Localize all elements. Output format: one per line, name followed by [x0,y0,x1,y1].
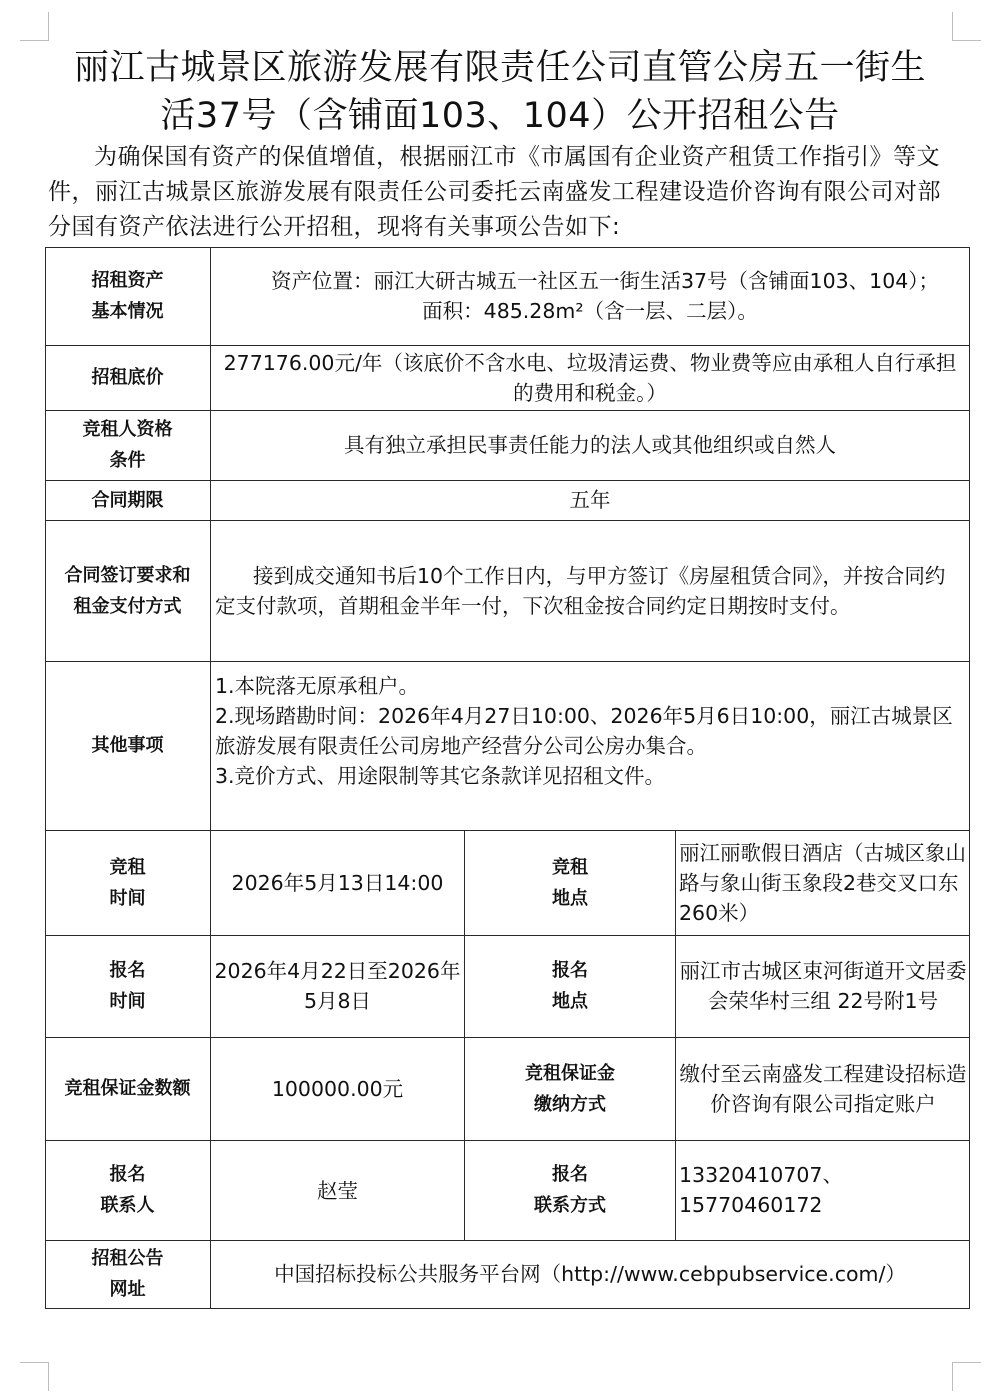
contact-method-value-text: 13320410707、15770460172 [679,1163,843,1217]
signing-label-line-1: 合同签订要求和 [64,564,191,586]
website-link[interactable]: 中国招标投标公共服务平台网（http://www.cebpubservice.com/） [274,1262,906,1286]
qualification-value: 具有独立承担民事责任能力的法人或其他组织或自然人 [344,433,836,457]
website-label [45,1240,210,1308]
website-label-line-1: 招租公告 [91,1248,164,1269]
registration-time-label-line-2: 时间 [109,991,146,1012]
registration-place-label-line-1: 报名 [552,960,588,981]
contact-method-value [676,1140,969,1240]
contact-method-label [465,1140,675,1240]
contact-person-label-line-1: 报名 [109,1164,146,1185]
contract-term-value: 五年 [569,488,611,512]
page-title [40,44,960,140]
title-line-2: 活37号（含铺面103、104）公开招租公告 [160,96,840,136]
bid-time-label-line-1: 竞租 [109,856,146,878]
contact-method-label-line-1: 报名 [552,1164,588,1185]
other-matters-value [211,661,969,830]
other-matters-label: 其他事项 [91,735,164,756]
website-label-line-2: 网址 [109,1279,146,1300]
table-border-right [969,247,970,1309]
registration-place-value-text: 丽江市古城区束河街道开文居委会荣华村三组 22号附1号 [679,959,967,1013]
signing-value-text: 接到成交通知书后10个工作日内，与甲方签订《房屋租赁合同》，并按合同约定支付款项，首期租金半年一付，下次租金按合同约定日期按时支付。 [215,563,946,618]
asset-value [211,247,969,345]
qualification-label-line-1: 竞租人资格 [82,419,173,440]
registration-place-label [465,935,675,1037]
bid-time-label [45,830,210,935]
registration-time-value [211,935,464,1037]
registration-place-value [676,935,969,1037]
asset-label [45,247,210,345]
intro-paragraph: 为确保国有资产的保值增值，根据丽江市《市属国有企业资产租赁工作指引》等文件，丽江古城景区旅游发展有限责任公司委托云南盛发工程建设造价咨询有限公司对部分国有资产依法进行公开招租，现将有关事项公告如下: [48,144,941,240]
notice-table [45,247,970,1309]
signing-value [211,520,969,661]
other-matter-2: 2.现场踏勘时间：2026年4月27日10:00、2026年5月6日10:00，丽江古城景区旅游发展有限责任公司房地产经营分公司公房办集合。 [215,704,953,758]
signing-label [45,520,210,661]
deposit-method-label [465,1037,675,1140]
registration-place-label-line-2: 地点 [552,991,588,1012]
contact-person-label [45,1140,210,1240]
registration-time-value-text: 2026年4月22日至2026年5月8日 [214,959,461,1013]
registration-time-label-line-1: 报名 [109,960,146,981]
contact-person-label-line-2: 联系人 [100,1195,155,1216]
deposit-method-value-text: 缴付至云南盛发工程建设招标造价咨询有限公司指定账户 [679,1061,967,1116]
price-value [211,345,969,410]
crop-mark-bottom-left [20,1362,49,1391]
other-matter-1: 1.本院落无原承租户。 [215,674,420,698]
registration-time-label [45,935,210,1037]
price-value-text: 277176.00元/年（该底价不含水电、垃圾清运费、物业费等应由承租人自行承担的费用和税金。） [223,350,957,405]
crop-mark-top-left [20,12,49,41]
bid-time-value: 2026年5月13日14:00 [231,870,444,895]
asset-location: 资产位置：丽江大研古城五一社区五一街生活37号（含铺面103、104）； [270,269,940,293]
contact-method-label-line-2: 联系方式 [534,1195,606,1216]
qualification-label [45,410,210,480]
deposit-method-value [676,1037,969,1140]
price-label: 招租底价 [91,367,164,388]
contact-person-value: 赵莹 [317,1179,358,1203]
bid-place-value [676,830,969,935]
deposit-amount-label: 竞租保证金数额 [64,1078,191,1099]
title-line-1: 丽江古城景区旅游发展有限责任公司直管公房五一街生 [73,48,926,88]
deposit-amount-value: 100000.00元 [271,1076,404,1101]
contract-term-label: 合同期限 [91,489,164,511]
asset-label-line-2: 基本情况 [91,301,164,322]
crop-mark-bottom-right [952,1362,981,1391]
signing-label-line-2: 租金支付方式 [73,595,182,617]
asset-area: 面积：485.28m²（含一层、二层）。 [422,299,758,323]
crop-mark-top-right [952,12,981,41]
table-border-bottom [45,1308,970,1309]
deposit-method-label-line-2: 缴纳方式 [534,1093,606,1115]
other-matter-3: 3.竞价方式、用途限制等其它条款详见招租文件。 [215,764,666,788]
bid-place-label-line-1: 竞租 [552,856,588,878]
asset-label-line-1: 招租资产 [91,270,164,291]
bid-place-value-text: 丽江丽歌假日酒店（古城区象山路与象山街玉象段2巷交叉口东260米） [679,840,966,925]
bid-place-label [465,830,675,935]
bid-place-label-line-2: 地点 [552,887,588,909]
deposit-method-label-line-1: 竞租保证金 [525,1062,615,1084]
bid-time-label-line-2: 时间 [109,887,146,909]
qualification-label-line-2: 条件 [109,450,146,471]
